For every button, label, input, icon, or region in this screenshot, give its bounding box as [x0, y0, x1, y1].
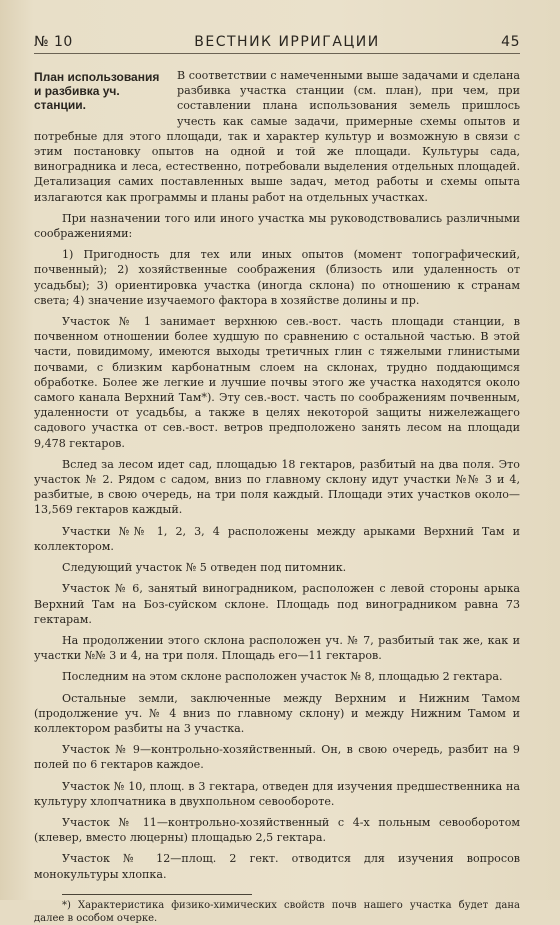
paragraph: Следующий участок № 5 отведен под питомник.	[62, 561, 347, 575]
paragraph: Вслед за лесом идет сад, площадью 18 гектаров, разбитый на два поля. Это участок № 2. Рядом с садом, вниз по главному склону идут участки №№ 3 и 4, разбитые, в свою очередь, на три поля каждый. Площади этих участков около—13,569 гектаров каждый.	[34, 457, 520, 517]
footnote-divider	[62, 894, 252, 895]
page-number: 45	[501, 34, 520, 50]
paragraph: На продолжении этого склона расположен уч. № 7, разбитый так же, как и участки №№ 3 и 4, на три поля. Площадь его—11 гектаров.	[34, 633, 520, 663]
paragraph: Остальные земли, заключенные между Верхним и Нижним Тамом (продолжение уч. № 4 вниз по главному склону) и между Нижним Тамом и коллектором разбиты на 3 участка.	[34, 691, 520, 735]
section-heading: План использования и разбивка уч. станции.	[34, 70, 160, 112]
paragraph: При назначении того или иного участка мы руководствовались различными соображениями:	[34, 211, 520, 241]
paragraph: Участок № 6, занятый виноградником, расположен с левой стороны арыка Верхний Там на Боз-суйском склоне. Площадь под виноградником равна 73 гектарам.	[34, 582, 520, 626]
journal-title: ВЕСТНИК ИРРИГАЦИИ	[194, 34, 380, 50]
issue-number: № 10	[34, 34, 73, 50]
paragraph: Участок № 12—площ. 2 гект. отводится для изучения вопросов монокультуры хлопка.	[34, 852, 520, 881]
paragraph: В соответствии с намеченными выше задачами и сделана разбивка участка станции (см. план), при чем, при составлении плана использования земель пришлось учесть как самые задачи, примерные схемы опытов и потребные для этого площади, так и характер культур и возможную в связи с этим постановку опытов на одной и той же площади. Культуры сада, виноградника и леса, естественно, потребовали выделения отдельных площадей. Детализация самих поставленных выше задач, метод работы и схемы опыта излагаются как программы и планы работ на отдельных участках.	[34, 69, 520, 204]
paragraph: Участок № 11—контрольно-хозяйственный с 4-х польным севооборотом (клевер, вместо люцерны) площадью 2,5 гектара.	[34, 815, 520, 845]
footnote: *) Характеристика физико-химических свойств почв нашего участка будет дана далее в особом очерке.	[34, 899, 520, 924]
article-body	[34, 68, 520, 925]
paragraph: Участки №№ 1, 2, 3, 4 расположены между арыками Верхний Там и коллектором.	[34, 524, 520, 553]
paragraph: 1) Пригодность для тех или иных опытов (момент топографический, почвенный); 2) хозяйственные соображения (близость или удаленность от усадьбы); 3) ориентировка участка (иногда склона) по отношению к странам света; 4) значение изучаемого фактора в хозяйстве долины и пр.	[34, 248, 520, 307]
paragraph: Участок № 10, площ. в 3 гектара, отведен для изучения предшественника на культуру хлопчатника в двухпольном севообороте.	[34, 779, 520, 808]
paragraph: Участок № 1 занимает верхнюю сев.-вост. часть площади станции, в почвенном отношении более худшую по сравнению с остальной частью. В этой части, повидимому, имеются выходы третичных глин с тяжелыми глинистыми почвами, с близким карбонатным слоем на склонах, трудно поддающимся обработке. Более же легкие и лучшие почвы этого же участка находятся около самого канала Верхний Там*). Эту сев.-вост. часть по соображениям почвенным, удаленности от усадьбы, а также в целях некоторой защиты нижележащего садового участка от сев.-вост. ветров предположено занять лесом на площади 9,478 гектаров.	[34, 315, 520, 450]
running-header	[34, 34, 520, 54]
paragraph: Последним на этом склоне расположен участок № 8, площадью 2 гектара.	[62, 670, 503, 684]
paragraph: Участок № 9—контрольно-хозяйственный. Он, в свою очередь, разбит на 9 полей по 6 гектаров каждое.	[34, 743, 520, 772]
